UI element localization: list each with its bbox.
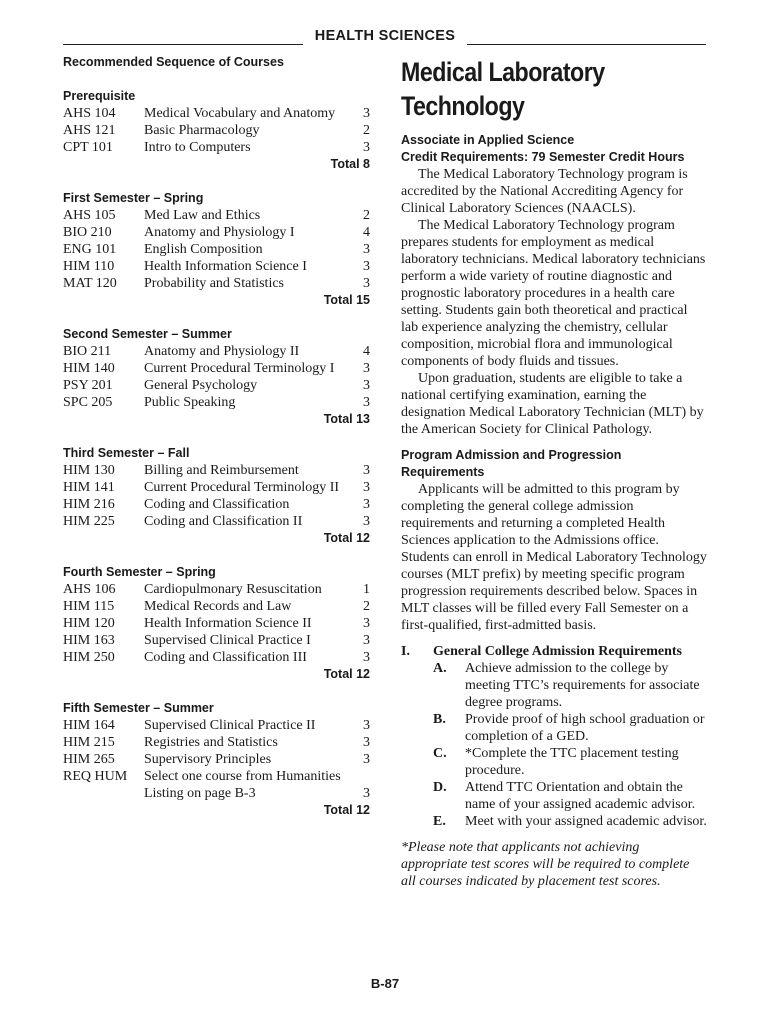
credit-requirements: Credit Requirements: 79 Semester Credit Hours bbox=[401, 150, 685, 164]
requirement-text: Meet with your assigned academic advisor. bbox=[465, 814, 707, 829]
course-row bbox=[63, 224, 370, 241]
course-title: Listing on page B-3 bbox=[144, 786, 256, 801]
semester-title: Third Semester – Fall bbox=[63, 446, 190, 460]
course-title: Coding and Classification bbox=[144, 497, 290, 512]
course-credits: 1 bbox=[363, 582, 370, 597]
requirement-text: *Complete the TTC placement testing procedure. bbox=[465, 746, 679, 778]
course-code bbox=[63, 785, 144, 802]
course-code: HIM 130 bbox=[63, 463, 115, 478]
course-row bbox=[63, 513, 370, 530]
course-code: HIM 110 bbox=[63, 259, 115, 274]
course-title: Coding and Classification II bbox=[144, 514, 303, 529]
course-credits: 3 bbox=[363, 259, 370, 274]
course-credits: 3 bbox=[363, 735, 370, 750]
course-credits: 3 bbox=[363, 378, 370, 393]
page-header bbox=[63, 28, 706, 50]
semester-title: Second Semester – Summer bbox=[63, 327, 232, 341]
course-row bbox=[63, 496, 370, 513]
course-row bbox=[63, 207, 370, 224]
course-title: Anatomy and Physiology I bbox=[144, 225, 295, 240]
course-credits: 3 bbox=[363, 633, 370, 648]
course-code: AHS 105 bbox=[63, 208, 116, 223]
semester-total: Total 12 bbox=[323, 531, 370, 545]
requirement-letter: D. bbox=[433, 780, 447, 795]
program-title bbox=[401, 55, 664, 123]
course-row bbox=[63, 581, 370, 598]
course-title: Supervised Clinical Practice I bbox=[144, 633, 311, 648]
section-label: HEALTH SCIENCES bbox=[314, 28, 456, 44]
course-code: AHS 104 bbox=[63, 106, 116, 121]
course-row bbox=[63, 632, 370, 649]
course-row bbox=[63, 139, 370, 156]
course-row bbox=[63, 343, 370, 360]
requirement-letter: B. bbox=[433, 712, 446, 727]
requirements-title: General College Admission Requirements bbox=[433, 644, 683, 659]
course-title: Coding and Classification III bbox=[144, 650, 307, 665]
course-row bbox=[63, 717, 370, 734]
course-row bbox=[63, 462, 370, 479]
course-row bbox=[63, 105, 370, 122]
program-title-line2: Technology bbox=[401, 91, 525, 121]
header-rule-right bbox=[467, 44, 706, 45]
semester-total: Total 12 bbox=[323, 667, 370, 681]
course-title: Medical Vocabulary and Anatomy bbox=[144, 106, 336, 121]
course-code: PSY 201 bbox=[63, 378, 113, 393]
requirement-letter: A. bbox=[433, 661, 447, 676]
course-credits: 2 bbox=[363, 208, 370, 223]
semester-title: Prerequisite bbox=[63, 89, 136, 103]
course-title: English Composition bbox=[144, 242, 263, 257]
sequence-heading: Recommended Sequence of Courses bbox=[63, 55, 284, 69]
course-title: Intro to Computers bbox=[144, 140, 251, 155]
course-code: HIM 141 bbox=[63, 480, 115, 495]
course-row bbox=[63, 241, 370, 258]
course-code: HIM 120 bbox=[63, 616, 115, 631]
requirement-text: Provide proof of high school graduation or completion of a GED. bbox=[465, 712, 705, 744]
course-code: AHS 106 bbox=[63, 582, 116, 597]
course-title: Basic Pharmacology bbox=[144, 123, 260, 138]
course-code: CPT 101 bbox=[63, 140, 113, 155]
semester-block bbox=[63, 88, 370, 190]
course-title: Cardiopulmonary Resuscitation bbox=[144, 582, 322, 597]
course-title: Billing and Reimbursement bbox=[144, 463, 299, 478]
course-credits: 3 bbox=[363, 616, 370, 631]
requirement-item bbox=[433, 745, 707, 779]
requirement-text: Attend TTC Orientation and obtain the name of your assigned academic advisor. bbox=[465, 780, 696, 812]
course-credits: 2 bbox=[363, 123, 370, 138]
course-title: Health Information Science II bbox=[144, 616, 312, 631]
course-code: HIM 225 bbox=[63, 514, 115, 529]
course-credits: 3 bbox=[363, 650, 370, 665]
page-number: B-87 bbox=[370, 976, 400, 991]
course-code: AHS 121 bbox=[63, 123, 116, 138]
course-credits: 4 bbox=[363, 344, 370, 359]
semester-blocks bbox=[63, 88, 370, 819]
course-row bbox=[63, 275, 370, 292]
semester-total: Total 13 bbox=[323, 412, 370, 426]
course-row bbox=[63, 394, 370, 411]
requirements-list bbox=[401, 643, 707, 830]
course-title: Medical Records and Law bbox=[144, 599, 292, 614]
course-credits: 3 bbox=[363, 361, 370, 376]
semester-title: First Semester – Spring bbox=[63, 191, 204, 205]
course-code: BIO 211 bbox=[63, 344, 112, 359]
course-code: ENG 101 bbox=[63, 242, 117, 257]
requirement-text: Achieve admission to the college by meeting TTC’s requirements for associate degree programs. bbox=[465, 661, 700, 710]
course-credits: 4 bbox=[363, 225, 370, 240]
course-credits: 3 bbox=[363, 106, 370, 121]
course-title: Health Information Science I bbox=[144, 259, 307, 274]
course-credits: 3 bbox=[363, 497, 370, 512]
requirement-item bbox=[433, 660, 707, 711]
course-code: HIM 216 bbox=[63, 497, 115, 512]
course-row bbox=[63, 768, 370, 785]
course-credits: 3 bbox=[363, 514, 370, 529]
course-credits bbox=[356, 768, 370, 785]
semester-block bbox=[63, 326, 370, 445]
course-title: Current Procedural Terminology II bbox=[144, 480, 340, 495]
course-row bbox=[63, 377, 370, 394]
course-credits: 3 bbox=[363, 718, 370, 733]
admission-heading: Program Admission and Progression Requirements bbox=[401, 448, 622, 479]
requirement-letter: C. bbox=[433, 746, 447, 761]
course-credits: 3 bbox=[363, 463, 370, 478]
course-code: BIO 210 bbox=[63, 225, 112, 240]
course-row bbox=[63, 360, 370, 377]
overview-paragraph: The Medical Laboratory Technology program prepares students for employment as medical laboratory technicians. Medical laboratory technicians perform a wide variety of routine diagnostic and prognostic laboratory procedures in a health care setting. Students gain both theoretical and practical lab experience analyzing the chemistry, cellular composition, microbial flora and immunological components of body fluids and tissues. bbox=[401, 218, 706, 369]
semester-title: Fourth Semester – Spring bbox=[63, 565, 216, 579]
course-sequence bbox=[63, 54, 370, 819]
admission-paragraph: Applicants will be admitted to this program by completing the general college admission requirements and returning a completed Health Sciences application to the Admissions office. Students can enroll in Medical Laboratory Technology courses (MLT prefix) by meeting specific program progression requirements described below. Spaces in MLT classes will be filled every Fall Semester on a first-qualified, first-admitted basis. bbox=[401, 482, 707, 633]
course-title: Select one course from Humanities bbox=[144, 769, 341, 784]
course-title: Anatomy and Physiology II bbox=[144, 344, 300, 359]
semester-total: Total 15 bbox=[323, 293, 370, 307]
course-title: Public Speaking bbox=[144, 395, 236, 410]
course-code: HIM 164 bbox=[63, 718, 115, 733]
accreditation-paragraph: The Medical Laboratory Technology program is accredited by the National Accrediting Agency for Clinical Laboratory Sciences (NAACLS). bbox=[401, 167, 688, 216]
course-title: Med Law and Ethics bbox=[144, 208, 261, 223]
semester-block bbox=[63, 190, 370, 326]
requirement-item bbox=[433, 779, 707, 813]
course-row bbox=[63, 785, 370, 802]
course-code: HIM 265 bbox=[63, 752, 115, 767]
course-title: Supervisory Principles bbox=[144, 752, 272, 767]
course-code: HIM 115 bbox=[63, 599, 115, 614]
course-title: Supervised Clinical Practice II bbox=[144, 718, 316, 733]
course-row bbox=[63, 615, 370, 632]
requirements-heading bbox=[401, 643, 707, 660]
course-row bbox=[63, 479, 370, 496]
semester-block bbox=[63, 445, 370, 564]
course-row bbox=[63, 649, 370, 666]
semester-total: Total 8 bbox=[330, 157, 370, 171]
course-credits: 3 bbox=[363, 242, 370, 257]
graduation-paragraph: Upon graduation, students are eligible to take a national certifying examination, earning the designation Medical Laboratory Technician (MLT) by the American Society for Clinical Pathology. bbox=[401, 371, 704, 437]
course-title: Probability and Statistics bbox=[144, 276, 284, 291]
requirement-item bbox=[433, 711, 707, 745]
semester-block bbox=[63, 700, 370, 819]
course-title: Current Procedural Terminology I bbox=[144, 361, 335, 376]
course-row bbox=[63, 734, 370, 751]
course-code: HIM 250 bbox=[63, 650, 115, 665]
course-credits: 3 bbox=[363, 480, 370, 495]
course-credits: 3 bbox=[363, 140, 370, 155]
course-credits: 3 bbox=[363, 786, 370, 801]
course-code: REQ HUM bbox=[63, 769, 128, 784]
requirement-items bbox=[401, 660, 707, 830]
course-title: Registries and Statistics bbox=[144, 735, 278, 750]
course-row bbox=[63, 122, 370, 139]
requirement-item bbox=[433, 813, 707, 830]
course-credits: 2 bbox=[363, 599, 370, 614]
course-credits: 3 bbox=[363, 395, 370, 410]
requirements-numeral: I. bbox=[401, 644, 410, 659]
course-row bbox=[63, 258, 370, 275]
course-code: HIM 215 bbox=[63, 735, 115, 750]
degree-type: Associate in Applied Science bbox=[401, 133, 575, 147]
program-description bbox=[401, 54, 707, 890]
course-title: General Psychology bbox=[144, 378, 258, 393]
placement-note: *Please note that applicants not achieving appropriate test scores will be required to complete all courses indicated by placement test scores. bbox=[401, 840, 690, 889]
program-title-line1: Medical Laboratory bbox=[401, 57, 605, 87]
course-code: MAT 120 bbox=[63, 276, 117, 291]
course-code: SPC 205 bbox=[63, 395, 113, 410]
course-row bbox=[63, 598, 370, 615]
course-credits: 3 bbox=[363, 276, 370, 291]
requirement-letter: E. bbox=[433, 814, 446, 829]
course-row bbox=[63, 751, 370, 768]
semester-total: Total 12 bbox=[323, 803, 370, 817]
semester-title: Fifth Semester – Summer bbox=[63, 701, 214, 715]
course-credits: 3 bbox=[363, 752, 370, 767]
course-code: HIM 140 bbox=[63, 361, 115, 376]
course-code: HIM 163 bbox=[63, 633, 115, 648]
header-rule-left bbox=[63, 44, 303, 45]
semester-block bbox=[63, 564, 370, 700]
